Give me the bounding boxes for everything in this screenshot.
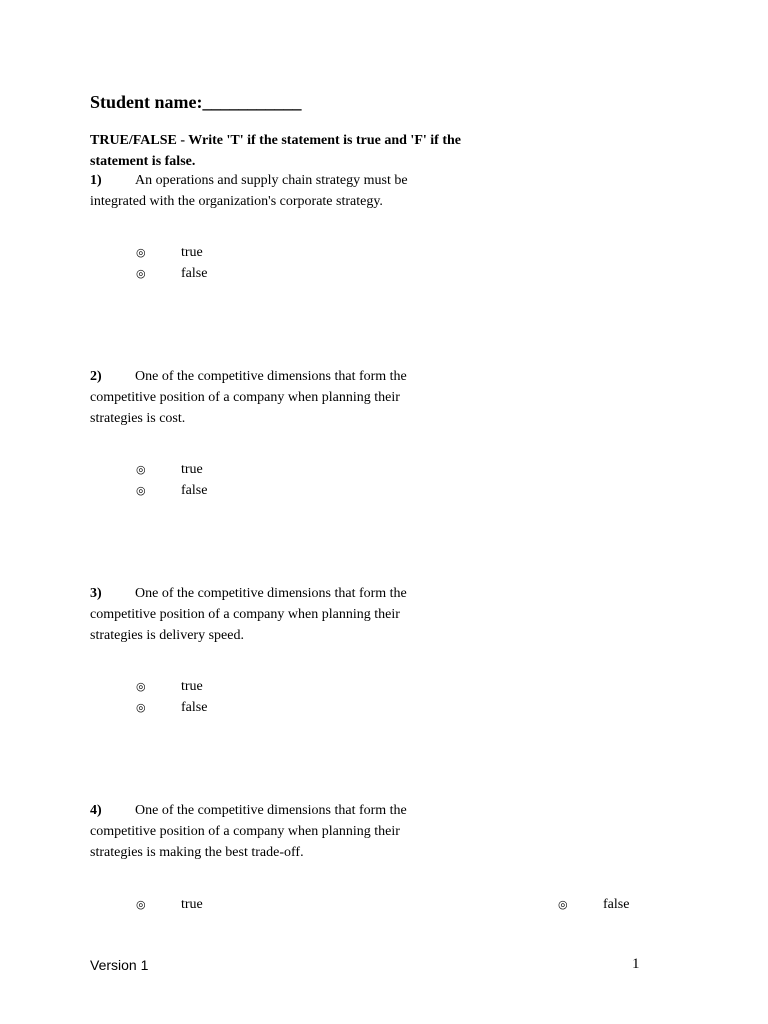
option-true[interactable]: [136, 894, 203, 915]
question-text: An operations and supply chain strategy must be integrated with the organization's corporate strategy.: [90, 173, 408, 209]
question-4: [90, 800, 450, 863]
radio-button-icon[interactable]: ◎: [558, 898, 568, 911]
footer-version: Version 1: [90, 957, 149, 973]
question-3: [90, 583, 450, 646]
option-label: true: [181, 245, 203, 260]
option-false[interactable]: [136, 480, 207, 501]
question-2-options: [136, 459, 207, 501]
question-1: [90, 170, 450, 212]
question-number: 3): [90, 586, 102, 601]
question-number: 4): [90, 803, 102, 818]
question-number: 2): [90, 369, 102, 384]
option-label: true: [181, 897, 203, 912]
question-text: One of the competitive dimensions that form the competitive position of a company when planning their strategies is cost.: [90, 369, 407, 426]
option-true[interactable]: [136, 459, 207, 480]
instructions: TRUE/FALSE - Write 'T' if the statement is true and 'F' if the statement is false.: [90, 133, 461, 169]
option-label: false: [181, 483, 208, 498]
radio-button-icon[interactable]: ◎: [136, 680, 146, 693]
radio-button-icon[interactable]: ◎: [136, 463, 146, 476]
question-1-options: [136, 242, 207, 284]
radio-button-icon[interactable]: ◎: [136, 484, 146, 497]
option-false[interactable]: [136, 697, 207, 718]
option-true[interactable]: [136, 242, 207, 263]
student-name-field: Student name:___________: [90, 92, 302, 112]
option-label: true: [181, 462, 203, 477]
option-false[interactable]: [136, 263, 207, 284]
question-text: One of the competitive dimensions that form the competitive position of a company when planning their strategies is delivery speed.: [90, 586, 407, 643]
question-3-options: [136, 676, 207, 718]
page-number: 1: [632, 956, 640, 972]
option-label: false: [181, 266, 208, 281]
option-label: false: [603, 897, 630, 912]
question-text: One of the competitive dimensions that form the competitive position of a company when planning their strategies is making the best trade-off.: [90, 803, 407, 860]
radio-button-icon[interactable]: ◎: [136, 246, 146, 259]
option-true[interactable]: [136, 676, 207, 697]
radio-button-icon[interactable]: ◎: [136, 898, 146, 911]
radio-button-icon[interactable]: ◎: [136, 267, 146, 280]
option-false[interactable]: [558, 894, 629, 915]
question-number: 1): [90, 173, 102, 188]
radio-button-icon[interactable]: ◎: [136, 701, 146, 714]
option-label: true: [181, 679, 203, 694]
option-label: false: [181, 700, 208, 715]
question-2: [90, 366, 450, 429]
